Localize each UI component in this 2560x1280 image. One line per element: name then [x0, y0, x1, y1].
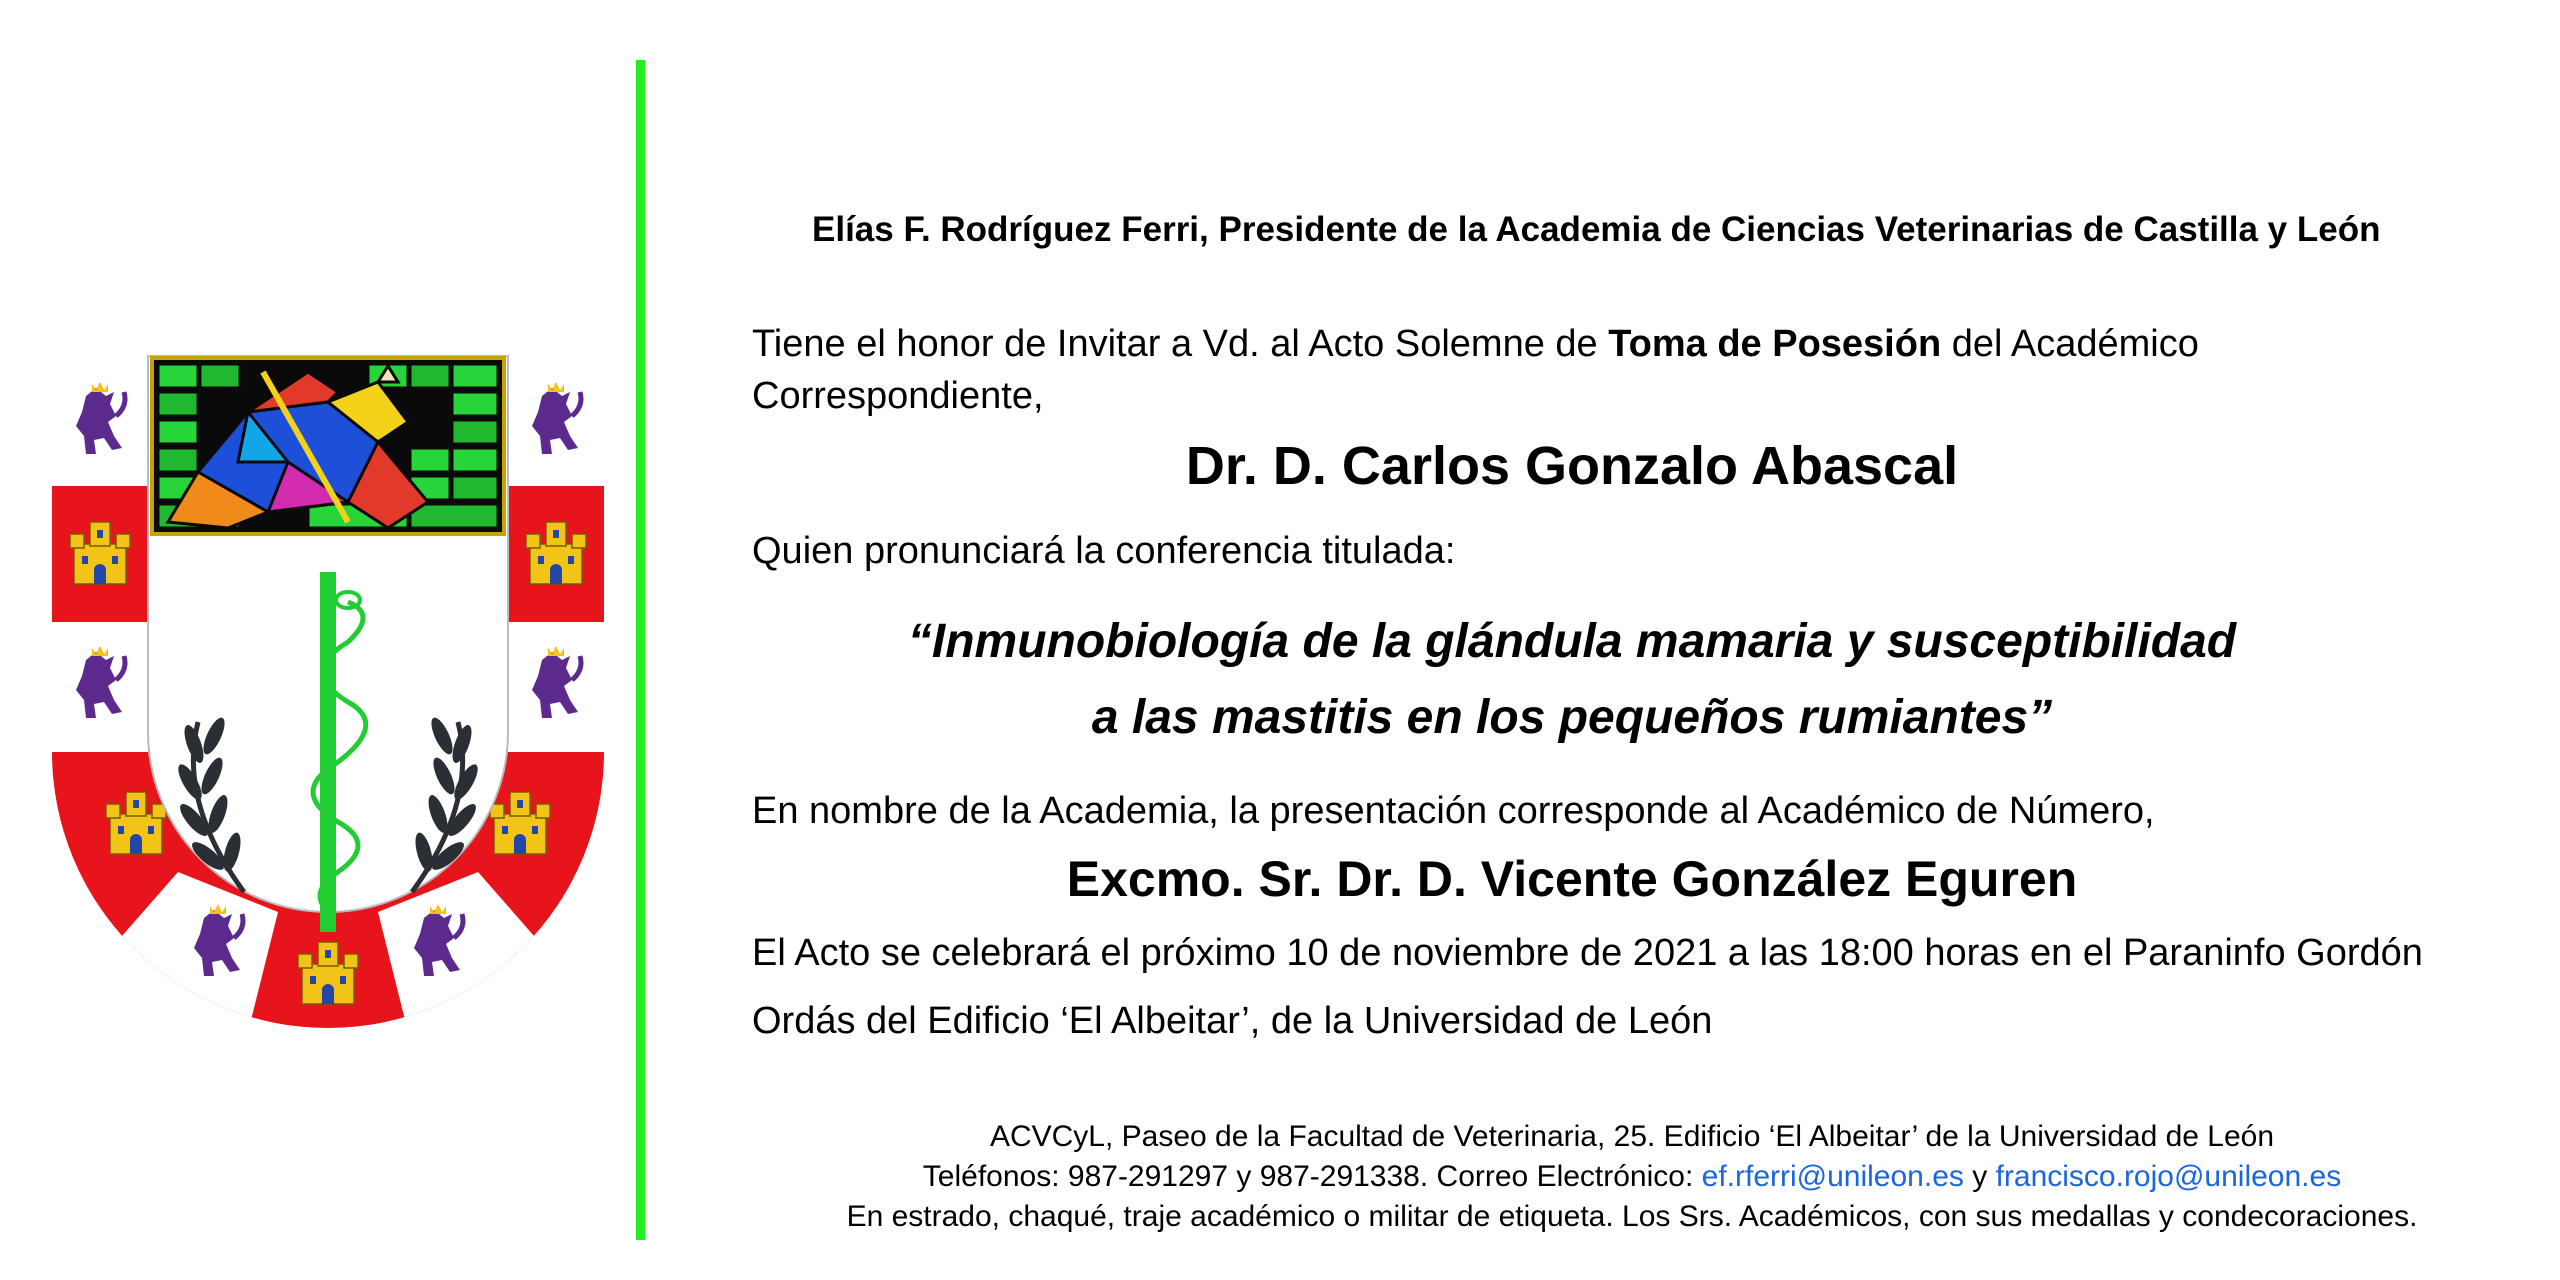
honoree-name: Dr. D. Carlos Gonzalo Abascal	[1185, 436, 1959, 496]
footer-address: ACVCyL, Paseo de la Facultad de Veterinaria, 25. Edificio ‘El Albeitar’ de la Universidad de León	[989, 1120, 2275, 1153]
footer-dress-code: En estrado, chaqué, traje académico o militar de etiqueta. Los Srs. Académicos, con sus medallas y condecoraciones.	[846, 1200, 2418, 1233]
presenter-name: Excmo. Sr. Dr. D. Vicente González Eguren	[1066, 851, 2078, 907]
president-line: Elías F. Rodríguez Ferri, Presidente de la Academia de Ciencias Veterinarias de Castilla y León	[812, 210, 2381, 249]
invitation-text	[752, 318, 2199, 422]
email-link-rojo[interactable]: francisco.rojo@unileon.es	[1995, 1160, 2342, 1193]
invitation-text-line2: Correspondiente,	[752, 375, 1044, 417]
invitation-act-name: Toma de Posesión	[1608, 323, 1942, 365]
footer-email-join: y	[1963, 1160, 1996, 1193]
presentation-intro: En nombre de la Academia, la presentación corresponde al Académico de Número,	[752, 790, 2155, 832]
conference-intro: Quien pronunciará la conferencia titulada:	[752, 530, 1456, 572]
conference-title-line2: a las mastitis en los pequeños rumiantes”	[1091, 691, 2053, 744]
footer-contact	[752, 1160, 2512, 1194]
email-link-rferri[interactable]: ef.rferri@unileon.es	[1701, 1160, 1964, 1193]
vertical-divider	[636, 60, 645, 1240]
invitation-text-tail: del Académico	[1941, 323, 2199, 365]
invitation-text-lead: Tiene el honor de Invitar a Vd. al Acto Solemne de	[752, 323, 1609, 365]
invitation-body	[752, 0, 2512, 1280]
academy-coat-of-arms-icon	[48, 352, 608, 1032]
conference-title-line1: “Inmunobiología de la glándula mamaria y susceptibilidad	[907, 615, 2237, 668]
event-details-line2: Ordás del Edificio ‘El Albeitar’, de la Universidad de León	[752, 1000, 1713, 1042]
footer-phones: Teléfonos: 987-291297 y 987-291338. Correo Electrónico:	[922, 1160, 1702, 1193]
event-details-line1: El Acto se celebrará el próximo 10 de noviembre de 2021 a las 18:00 horas en el Paraninfo Gordón	[752, 932, 2423, 974]
